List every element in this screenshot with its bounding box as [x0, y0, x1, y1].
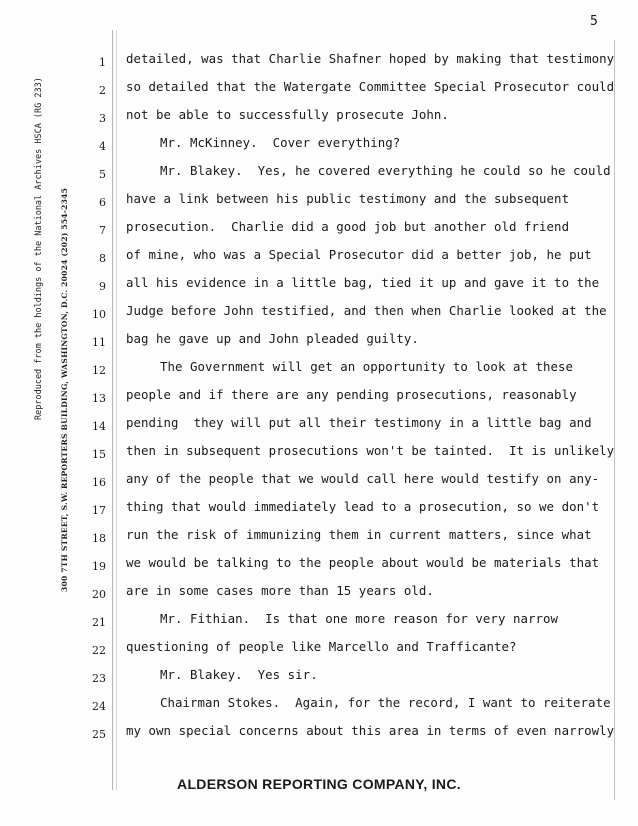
transcript-line	[0, 636, 638, 664]
line-number: 20	[92, 588, 106, 601]
transcript-line	[0, 188, 638, 216]
transcript-line	[0, 216, 638, 244]
line-number: 17	[92, 504, 106, 517]
line-number: 9	[99, 280, 106, 293]
line-text: Mr. Blakey. Yes sir.	[160, 667, 318, 682]
line-text: so detailed that the Watergate Committee Special Prosecutor could	[126, 79, 615, 94]
line-text: of mine, who was a Special Prosecutor did a better job, he put	[126, 247, 592, 262]
line-text: questioning of people like Marcello and Trafficante?	[126, 639, 517, 654]
line-number: 8	[99, 252, 106, 265]
transcript-line	[0, 496, 638, 524]
transcript-line	[0, 76, 638, 104]
line-number: 18	[92, 532, 106, 545]
transcript-line	[0, 48, 638, 76]
transcript-line	[0, 272, 638, 300]
line-text: we would be talking to the people about would be materials that	[126, 555, 600, 570]
line-number: 3	[99, 112, 106, 125]
line-number: 23	[92, 672, 106, 685]
line-text: Chairman Stokes. Again, for the record, I want to reiterate	[160, 695, 611, 710]
transcript-line	[0, 524, 638, 552]
line-text: prosecution. Charlie did a good job but another old friend	[126, 219, 570, 234]
line-text: pending they will put all their testimony in a little bag and	[126, 415, 592, 430]
footer-company: ALDERSON REPORTING COMPANY, INC.	[177, 776, 461, 792]
transcript-line	[0, 440, 638, 468]
line-text: detailed, was that Charlie Shafner hoped by making that testimony	[126, 51, 615, 66]
line-number: 7	[99, 224, 106, 237]
line-number: 21	[92, 616, 106, 629]
line-number: 10	[92, 308, 106, 321]
line-text: then in subsequent prosecutions won't be tainted. It is unlikely	[126, 443, 615, 458]
line-text: people and if there are any pending prosecutions, reasonably	[126, 387, 577, 402]
line-text: Mr. Blakey. Yes, he covered everything he could so he could	[160, 163, 611, 178]
transcript-line	[0, 300, 638, 328]
transcript-line	[0, 552, 638, 580]
line-number: 22	[92, 644, 106, 657]
transcript-line	[0, 720, 638, 748]
line-text: run the risk of immunizing them in current matters, since what	[126, 527, 592, 542]
line-number: 5	[99, 168, 106, 181]
line-text: have a link between his public testimony and the subsequent	[126, 191, 570, 206]
line-text: are in some cases more than 15 years old.	[126, 583, 434, 598]
line-text: any of the people that we would call here would testify on any-	[126, 471, 600, 486]
line-number: 24	[92, 700, 106, 713]
transcript-line	[0, 356, 638, 384]
line-number: 19	[92, 560, 106, 573]
line-number: 12	[92, 364, 106, 377]
archive-note: Reproduced from the holdings of the National Archives HSCA (RG 233)	[34, 77, 44, 420]
line-number: 25	[92, 728, 106, 741]
transcript-line	[0, 468, 638, 496]
line-number: 13	[92, 392, 106, 405]
line-text: not be able to successfully prosecute John.	[126, 107, 449, 122]
line-text: thing that would immediately lead to a prosecution, so we don't	[126, 499, 600, 514]
page-number: 5	[590, 14, 598, 29]
line-text: Judge before John testified, and then when Charlie looked at the	[126, 303, 607, 318]
transcript-line	[0, 692, 638, 720]
transcript-line	[0, 580, 638, 608]
transcript-line	[0, 384, 638, 412]
transcript-line	[0, 104, 638, 132]
transcript-line	[0, 412, 638, 440]
transcript-line	[0, 160, 638, 188]
transcript-line	[0, 328, 638, 356]
line-text: The Government will get an opportunity to look at these	[160, 359, 574, 374]
transcript-line	[0, 608, 638, 636]
reporter-address: 300 7TH STREET, S.W. REPORTERS BUILDING, WASHINGTON, D.C. 20024 (202) 554-2345	[60, 187, 69, 592]
transcript-line	[0, 132, 638, 160]
line-text: my own special concerns about this area in terms of even narrowly	[126, 723, 615, 738]
line-number: 16	[92, 476, 106, 489]
line-number: 14	[92, 420, 106, 433]
line-number: 6	[99, 196, 106, 209]
transcript-line	[0, 664, 638, 692]
line-text: all his evidence in a little bag, tied it up and gave it to the	[126, 275, 600, 290]
line-number: 11	[92, 336, 106, 349]
line-number: 4	[99, 140, 106, 153]
line-number: 2	[99, 84, 106, 97]
line-text: Mr. Fithian. Is that one more reason for very narrow	[160, 611, 559, 626]
line-number: 15	[92, 448, 106, 461]
transcript-line	[0, 244, 638, 272]
line-text: bag he gave up and John pleaded guilty.	[126, 331, 419, 346]
line-number: 1	[99, 56, 106, 69]
line-text: Mr. McKinney. Cover everything?	[160, 135, 401, 150]
